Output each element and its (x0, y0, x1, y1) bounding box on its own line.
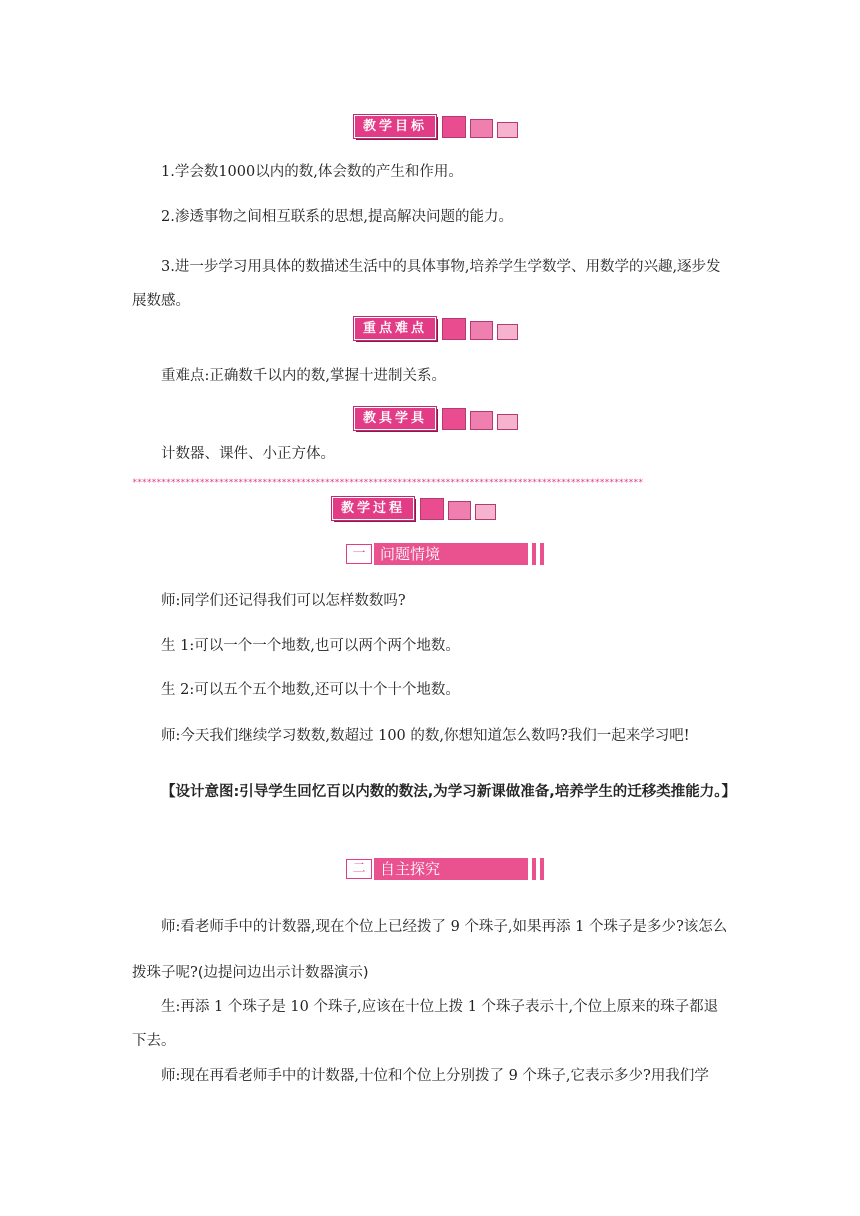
section-header-key-points (354, 316, 518, 340)
tools-text: 计数器、课件、小正方体。 (161, 446, 335, 462)
decor-square (442, 318, 466, 340)
section-title: 教具学具 (354, 407, 436, 430)
decor-square (448, 501, 471, 520)
step-title-text: 自主探究 (380, 860, 441, 878)
step-title-text: 问题情境 (380, 545, 441, 563)
decor-square (470, 119, 493, 138)
section-header-tools (354, 406, 518, 430)
section-title: 教学目标 (354, 115, 436, 138)
goal-item: 3.进一步学习用具体的数描述生活中的具体事物,培养学生学数学、用数学的兴趣,逐步发展数感。 (132, 259, 721, 309)
dialogue-line: 生 2:可以五个五个地数,还可以十个十个地数。 (161, 682, 460, 698)
step-number: 一 (346, 544, 372, 564)
section-header-process (332, 496, 496, 520)
step-title (374, 858, 548, 880)
step-title (374, 543, 548, 565)
stripe-decor (524, 858, 548, 880)
dialogue-line: 师:现在再看老师手中的计数器,十位和个位上分别拨了 9 个珠子,它表示多少?用我们学 (161, 1068, 709, 1084)
step-number: 二 (346, 859, 372, 879)
dialogue-line: 师:同学们还记得我们可以怎样数数吗? (161, 593, 406, 609)
decor-square (470, 321, 493, 340)
key-points-text: 重难点:正确数千以内的数,掌握十进制关系。 (161, 368, 446, 384)
decor-square (442, 408, 466, 430)
goal-item: 2.渗透事物之间相互联系的思想,提高解决问题的能力。 (161, 209, 513, 225)
dialogue-line (132, 904, 732, 996)
section-header-goals (354, 114, 518, 138)
teacher-question: 师:看老师手中的计数器,现在个位上已经拨了 9 个珠子,如果再添 1 个珠子是多少?该怎么拨珠子呢? (132, 919, 728, 981)
decor-square (442, 116, 466, 138)
star-divider: ********************************************************************************************************** (132, 478, 643, 488)
step-bar-2 (346, 858, 548, 880)
stripe-decor (524, 543, 548, 565)
step-bar-1 (346, 543, 548, 565)
decor-square (475, 504, 496, 520)
dialogue-line: 师:今天我们继续学习数数,数超过 100 的数,你想知道怎么数吗?我们一起来学习吧! (161, 728, 690, 744)
decor-square (470, 411, 493, 430)
section-title: 教学过程 (332, 497, 414, 520)
dialogue-line: 生 1:可以一个一个地数,也可以两个两个地数。 (161, 638, 460, 654)
decor-square (420, 498, 444, 520)
decor-square (497, 122, 518, 138)
decor-square (497, 414, 518, 430)
section-title: 重点难点 (354, 317, 436, 340)
goal-item: 1.学会数1000以内的数,体会数的产生和作用。 (161, 164, 463, 180)
teacher-note: (边提问边出示计数器演示) (197, 965, 369, 981)
dialogue-line: 生:再添 1 个珠子是 10 个珠子,应该在十位上拨 1 个珠子表示十,个位上原来的珠子都退下去。 (132, 999, 719, 1049)
design-intent: 【设计意图:引导学生回忆百以内数的数法,为学习新课做准备,培养学生的迁移类推能力。】 (161, 784, 737, 800)
decor-square (497, 324, 518, 340)
